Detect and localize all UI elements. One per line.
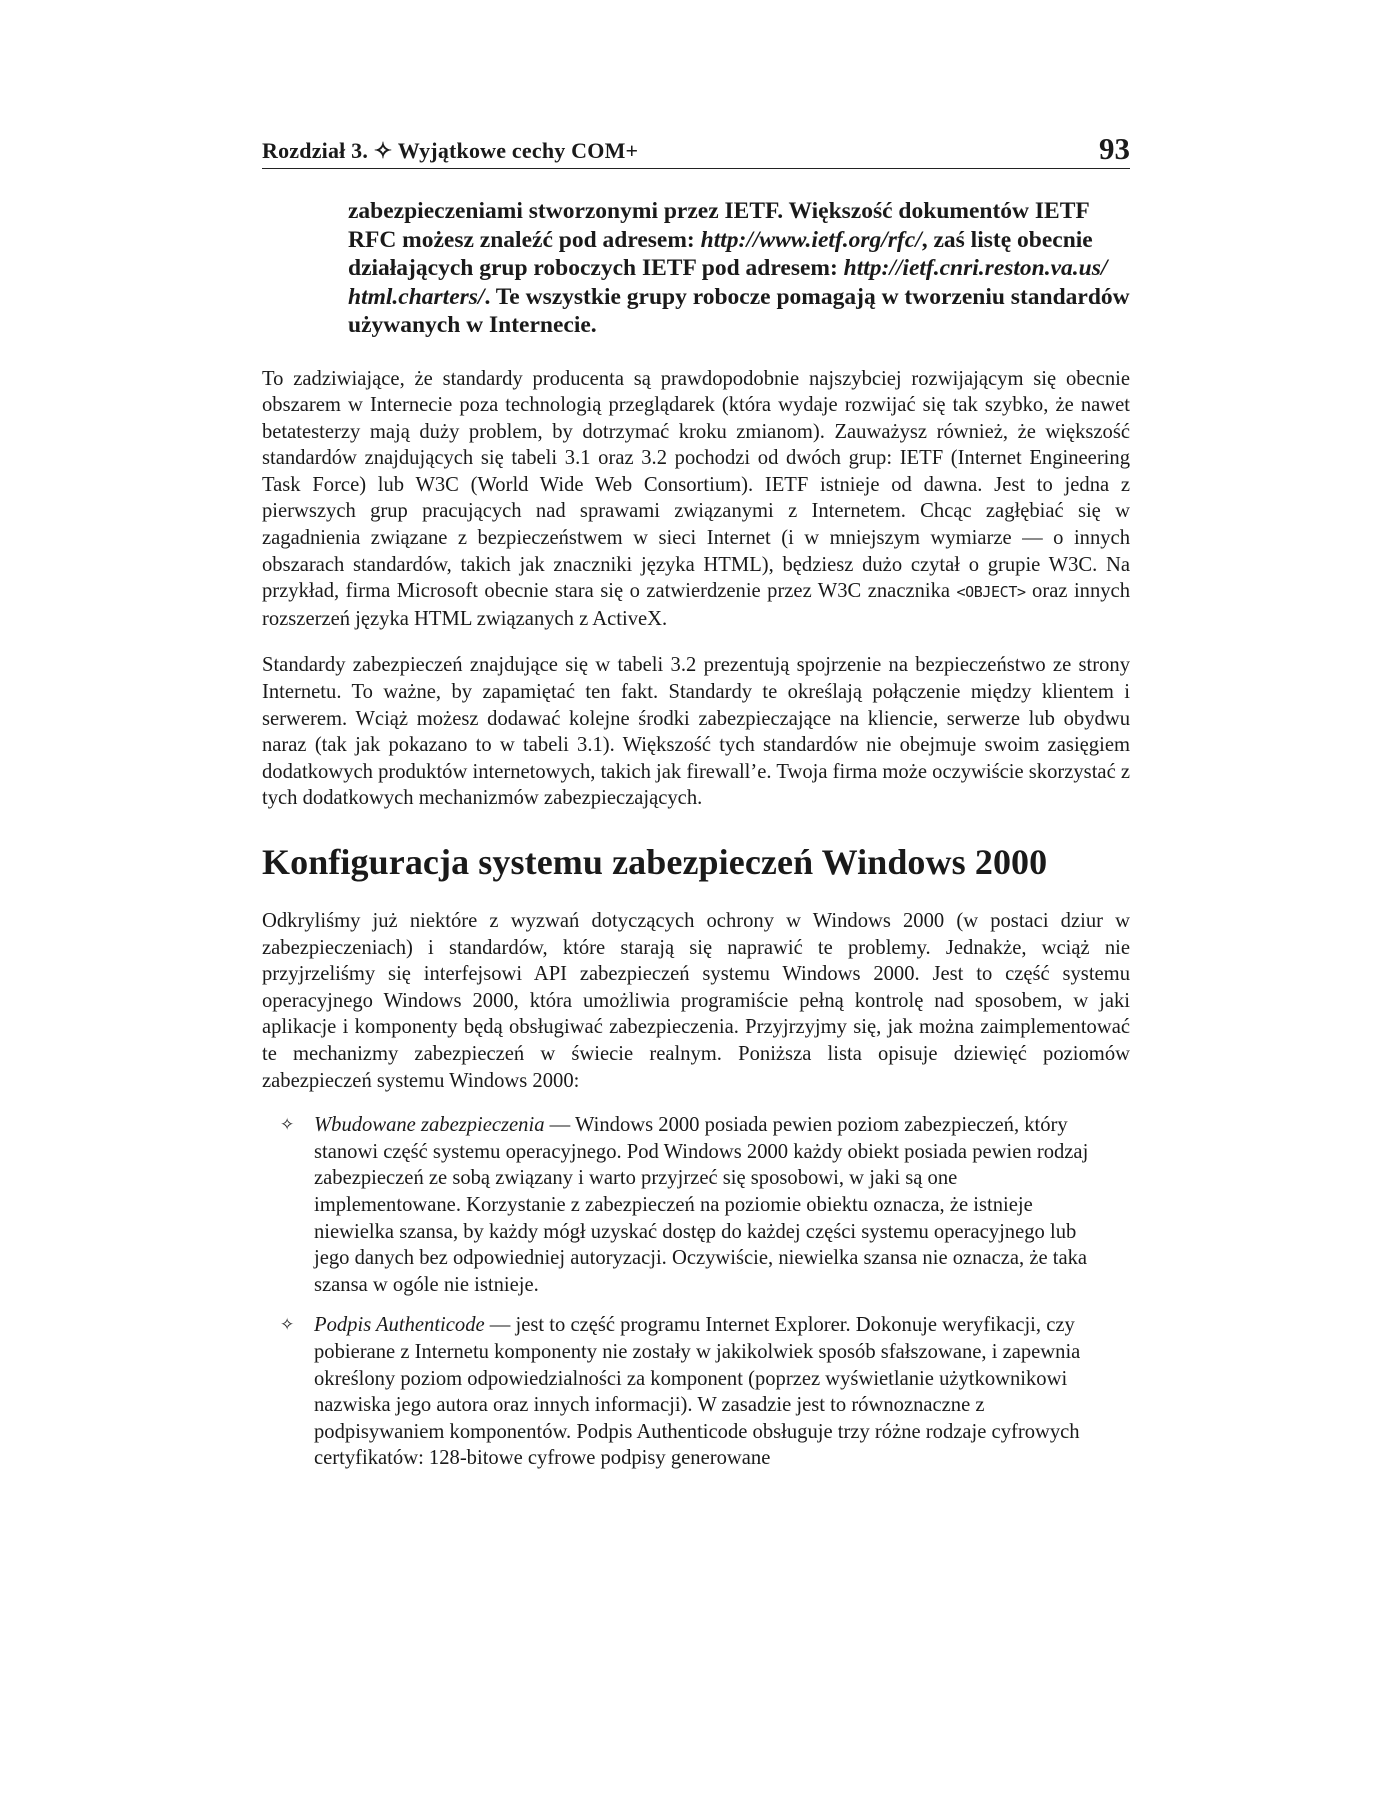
paragraph-text: oraz innych rozszerzeń języka HTML związanych z ActiveX. [262,580,1130,630]
paragraph-standards [262,366,1130,633]
running-header [262,124,1130,169]
diamond-bullet-icon: ✧ [280,1315,295,1336]
object-tag-code: <OBJECT> [956,583,1026,602]
rfc-url-link[interactable]: http://www.ietf.org/rfc/ [700,226,922,253]
section-heading: Konfiguracja systemu zabezpieczeń Windows 2000 [262,842,1048,882]
list-item [262,1112,1099,1298]
paragraph-text: To zadziwiające, że standardy producenta są prawdopodobnie najszybciej rozwijającym się obecnie obszarem w Internecie poza technologią przeglądarek (która wydaje rozwijać się tak szybko, że nawet betatesterzy mają duży problem, by dotrzymać kroku zmianom). Zauważysz również, że większość standardów znajdujących się tabeli 3.1 oraz 3.2 pochodzi od dwóch grup: IETF (Internet Engineering Task Force) lub W3C (World Wide Web Consortium). IETF istnieje od dawna. Jest to jedna z pierwszych grup pracujących nad sprawami związanymi z Internetem. Chcąc zagłębiać się w zagadnienia związane z bezpieczeństwem w sieci Internet (i w mniejszym wymiarze — o innych obszarach standardów, takich jak znaczniki języka HTML), będziesz dużo czytał o grupie W3C. Na przykład, firma Microsoft obecnie stara się o zatwierdzenie przez W3C znacznika [262,367,1130,603]
section-intro-paragraph: Odkryliśmy już niektóre z wyzwań dotyczących ochrony w Windows 2000 (w postaci dziur w zabezpieczeniach) i standardów, które starają się naprawić te problemy. Jednakże, wciąż nie przyjrzeliśmy się interfejsowi API zabezpieczeń systemu Windows 2000. Jest to część systemu operacyjnego Windows 2000, która umożliwia programiście pełną kontrolę nad sposobem, w jaki aplikacje i komponenty będą obsługiwać zabezpieczenia. Przyjrzyjmy się, jak można zaimplementować te mechanizmy zabezpieczeń w świecie realnym. Poniższa lista opisuje dziewięć poziomów zabezpieczeń systemu Windows 2000: [262,910,1130,1092]
chapter-title: Rozdział 3. ✧ Wyjątkowe cechy COM+ [262,138,639,163]
charters-url-link[interactable]: http://ietf.cnri.reston.va.us/ html.charters/ [348,255,1108,310]
book-page [262,124,1130,1486]
security-levels-list [262,1112,1130,1472]
list-item [262,1312,1099,1472]
list-item-text: — Windows 2000 posiada pewien poziom zabezpieczeń, który stanowi część systemu operacyjnego. Pod Windows 2000 każdy obiekt posiada pewien rodzaj zabezpieczeń ze sobą związany i warto przyjrzeć się sposobowi, w jaki są one implementowane. Korzystanie z zabezpieczeń na poziomie obiektu oznacza, że istnieje niewielka szansa, by każdy mógł uzyskać dostęp do każdej części systemu operacyjnego lub jego danych bez odpowiedniej autoryzacji. Oczywiście, niewielka szansa nie oznacza, że taka szansa w ogóle nie istnieje. [314,1114,1089,1296]
note-box [348,197,1133,340]
note-text-2: , zaś listę obecnie działających grup roboczych IETF pod adresem: [348,226,1093,281]
list-item-term: Podpis Authenticode [314,1314,485,1337]
note-text-3: . Te wszystkie grupy robocze pomagają w tworzeniu standardów używanych w Internecie. [348,283,1130,338]
page-number: 93 [1099,131,1130,166]
list-item-text: — jest to część programu Internet Explorer. Dokonuje weryfikacji, czy pobierane z Internetu komponenty nie zostały w jakikolwiek sposób sfałszowane, i zapewnia określony poziom odpowiedzialności za komponent (poprzez wyświetlanie użytkownikowi nazwiska jego autora oraz innych informacji). W zasadzie jest to równoznaczne z podpisywaniem komponentów. Podpis Authenticode obsługuje trzy różne rodzaje cyfrowych certyfikatów: 128-bitowe cyfrowe podpisy generowane [314,1314,1081,1470]
note-text-1: zabezpieczeniami stworzonymi przez IETF. Większość dokumentów IETF RFC możesz znaleźć pod adresem: [348,198,1089,253]
paragraph-internet-security: Standardy zabezpieczeń znajdujące się w tabeli 3.2 prezentują spojrzenie na bezpieczeństwo ze strony Internetu. To ważne, by zapamiętać ten fakt. Standardy te określają połączenie między klientem i serwerem. Wciąż możesz dodawać kolejne środki zabezpieczające na kliencie, serwerze lub obydwu naraz (tak jak pokazano to w tabeli 3.1). Większość tych standardów nie obejmuje swoim zasięgiem dodatkowych produktów internetowych, takich jak firewall’e. Twoja firma może oczywiście skorzystać z tych dodatkowych mechanizmów zabezpieczających. [262,654,1130,810]
diamond-bullet-icon: ✧ [280,1115,295,1136]
list-item-term: Wbudowane zabezpieczenia [314,1114,545,1137]
